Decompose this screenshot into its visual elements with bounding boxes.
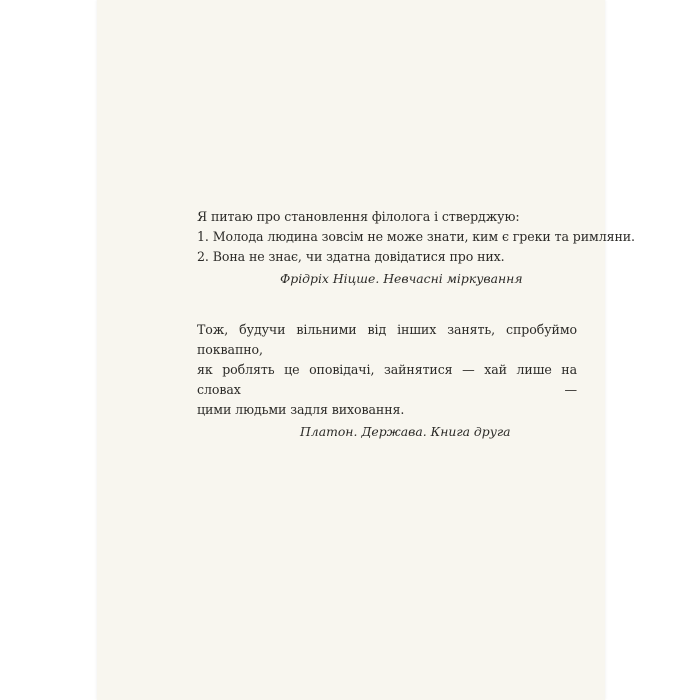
book-page [97,0,635,700]
epigraph-line: 1. Молода людина зовсім не може знати, ким є греки та римляни. [197,229,635,244]
epigraph-line: цими людьми задля виховання. [197,402,405,417]
epigraph-line: Я питаю про становлення філолога і стверджую: [197,209,520,224]
epigraph-line: як роблять це оповідачі, зайнятися — хай лише на словах — [197,362,577,397]
epigraph-plato [197,320,577,442]
epigraph-nietzsche [197,207,635,289]
epigraph-line: Тож, будучи вільними від інших занять, спробуймо поквапно, [197,322,577,357]
epigraph-attribution: Фрідріх Ніцше. Невчасні міркування [280,271,523,286]
epigraph-attribution: Платон. Держава. Книга друга [300,424,511,439]
epigraph-line: 2. Вона не знає, чи здатна довідатися про них. [197,249,505,264]
